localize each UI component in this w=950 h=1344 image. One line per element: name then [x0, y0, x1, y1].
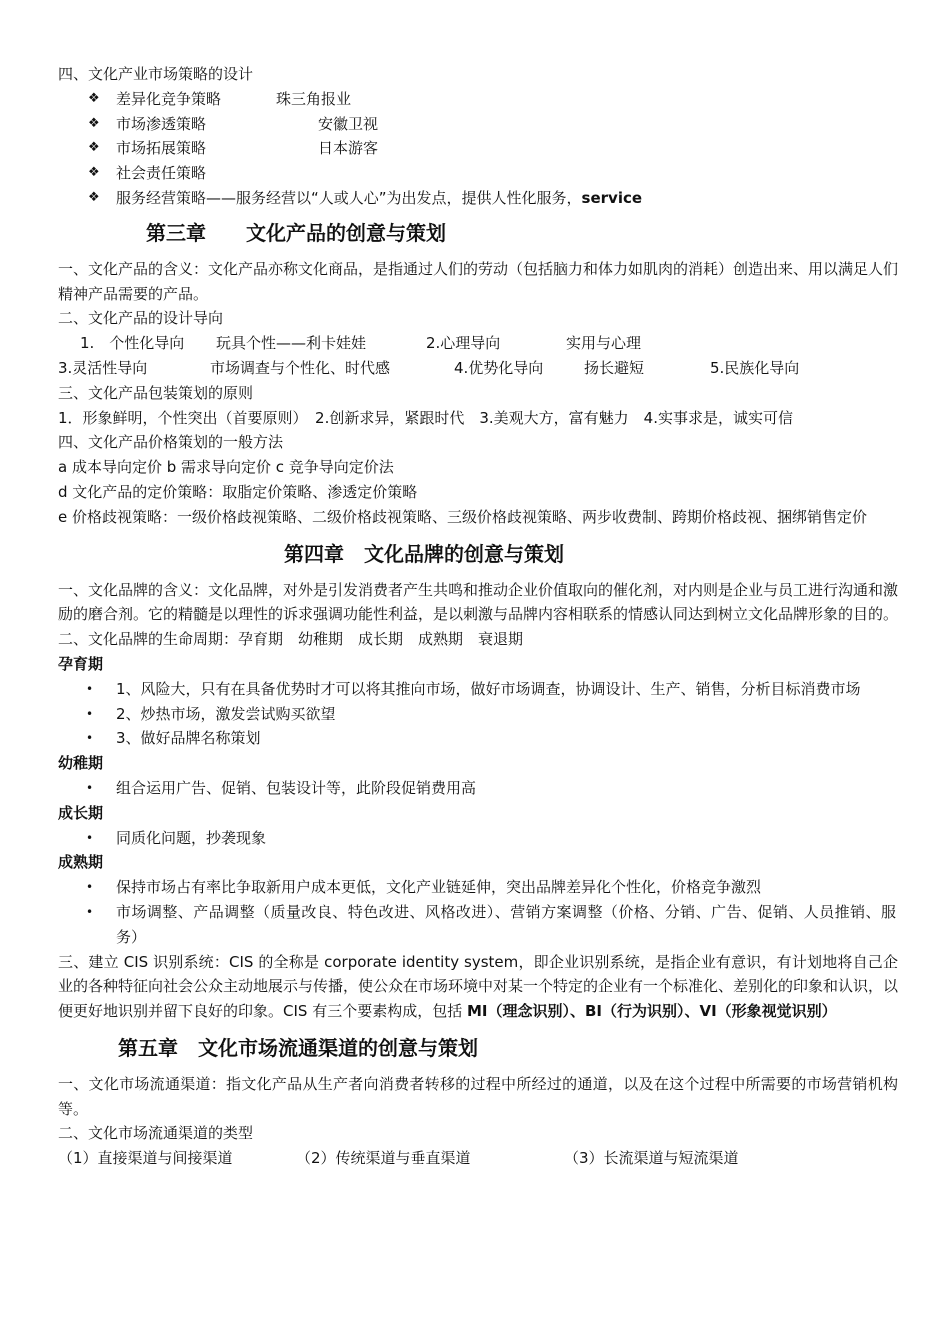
list-item: • 3、做好品牌名称策划: [58, 726, 898, 751]
stage-heading: 幼稚期: [58, 754, 104, 773]
paragraph: e 价格歧视策略：一级价格歧视策略、二级价格歧视策略、三级价格歧视策略、两步收费制、跨期价格歧视、捆绑销售定价: [58, 507, 868, 526]
diamond-bullet-icon: ❖: [88, 90, 100, 106]
list-item: • 保持市场占有率比争取新用户成本更低，文化产业链延伸，突出品牌差异化个性化，价格竞争激烈: [58, 875, 898, 900]
stage-heading: 成长期: [58, 803, 104, 822]
diamond-bullet-icon: ❖: [88, 189, 100, 205]
paragraph: a 成本导向定价 b 需求导向定价 c 竞争导向定价法: [58, 458, 394, 477]
paragraph: 3.灵活性导向 市场调查与个性化、时代感 4.优势化导向 扬长避短 5.民族化导向: [58, 358, 800, 377]
list-item: ❖ 社会责任策略: [58, 161, 898, 186]
bullet-icon: •: [86, 706, 94, 721]
diamond-bullet-icon: ❖: [88, 140, 100, 156]
paragraph: 1. 个性化导向 玩具个性——利卡娃娃 2.心理导向 实用与心理: [80, 334, 642, 353]
bullet-icon: •: [86, 830, 94, 845]
list-item: • 同质化问题，抄袭现象: [58, 826, 898, 851]
stage-heading: 孕育期: [58, 654, 104, 673]
paragraph: 一、文化市场流通渠道：指文化产品从生产者向消费者转移的过程中所经过的通道，以及在这个过程中所需要的市场营销机构等。: [58, 1074, 898, 1118]
section-heading: 四、文化产业市场策略的设计: [58, 65, 254, 83]
chapter-title: 第五章 文化市场流通渠道的创意与策划: [118, 1035, 478, 1060]
paragraph: 一、文化品牌的含义：文化品牌，对外是引发消费者产生共鸣和推动企业价值取向的催化剂，对内则是企业与员工进行沟通和激励的磨合剂。它的精髓是以理性的诉求强调功能性利益，是以刺激与品牌内容相联系的情感认同达到树立文化品牌形象的目的。: [58, 580, 899, 624]
list-item: ❖ 服务经营策略——服务经营以“人或人心”为出发点，提供人性化服务， service: [58, 186, 898, 211]
paragraph: 1．形象鲜明，个性突出（首要原则） 2.创新求异，紧跟时代 3.美观大方，富有魅力 4.实事求是，诚实可信: [58, 408, 793, 427]
bullet-icon: •: [86, 780, 94, 795]
paragraph: （1）直接渠道与间接渠道 （2）传统渠道与垂直渠道 （3）长流渠道与短流渠道: [58, 1149, 739, 1168]
paragraph: 四、文化产品价格策划的一般方法: [58, 433, 284, 452]
diamond-bullet-icon: ❖: [88, 115, 100, 131]
document-page: [58, 62, 898, 1171]
paragraph: 二、文化品牌的生命周期：孕育期 幼稚期 成长期 成熟期 衰退期: [58, 630, 524, 649]
list-item: ❖ 市场拓展策略 日本游客: [58, 136, 898, 161]
paragraph: 二、文化产品的设计导向: [58, 309, 224, 328]
paragraph: 一、文化产品的含义：文化产品亦称文化商品，是指通过人们的劳动（包括脑力和体力如肌肉的消耗）创造出来、用以满足人们精神产品需要的产品。: [58, 259, 899, 303]
paragraph: 三、建立 CIS 识别系统：CIS 的全称是 corporate identity system，即企业识别系统，是指企业有意识，有计划地将自己企业的各种特征向社会公众主动地展示与传播，使公众在市场环境中对某一个特定的企业有一个标准化、差别化的印象和认识，以便更好地识别并留下良好的印象。CIS 有三个要素构成，包括 MI（理念识别）、BI（行为识别）、VI（形象视觉识别）: [58, 952, 899, 1021]
list-item: • 1、风险大，只有在具备优势时才可以将其推向市场，做好市场调查，协调设计、生产、销售，分析目标消费市场: [58, 677, 898, 702]
diamond-bullet-icon: ❖: [88, 165, 100, 181]
list-item: ❖ 市场渗透策略 安徽卫视: [58, 112, 898, 137]
chapter-title: 第四章 文化品牌的创意与策划: [284, 541, 564, 566]
list-item: ❖ 差异化竞争策略 珠三角报业: [58, 87, 898, 112]
bullet-icon: •: [86, 731, 94, 746]
stage-heading: 成熟期: [58, 853, 104, 872]
paragraph: 二、文化市场流通渠道的类型: [58, 1124, 254, 1143]
bullet-icon: •: [86, 681, 94, 696]
paragraph: d 文化产品的定价策略：取脂定价策略、渗透定价策略: [58, 482, 418, 501]
bullet-icon: •: [86, 904, 94, 919]
chapter-title: 第三章 文化产品的创意与策划: [146, 220, 446, 245]
list-item: • 组合运用广告、促销、包装设计等，此阶段促销费用高: [58, 776, 898, 801]
list-item: • 2、炒热市场，激发尝试购买欲望: [58, 702, 898, 727]
paragraph: 三、文化产品包装策划的原则: [58, 383, 254, 402]
list-item: • 市场调整、产品调整（质量改良、特色改进、风格改进）、营销方案调整（价格、分销、广告、促销、人员推销、服务）: [58, 900, 898, 950]
bullet-icon: •: [86, 880, 94, 895]
